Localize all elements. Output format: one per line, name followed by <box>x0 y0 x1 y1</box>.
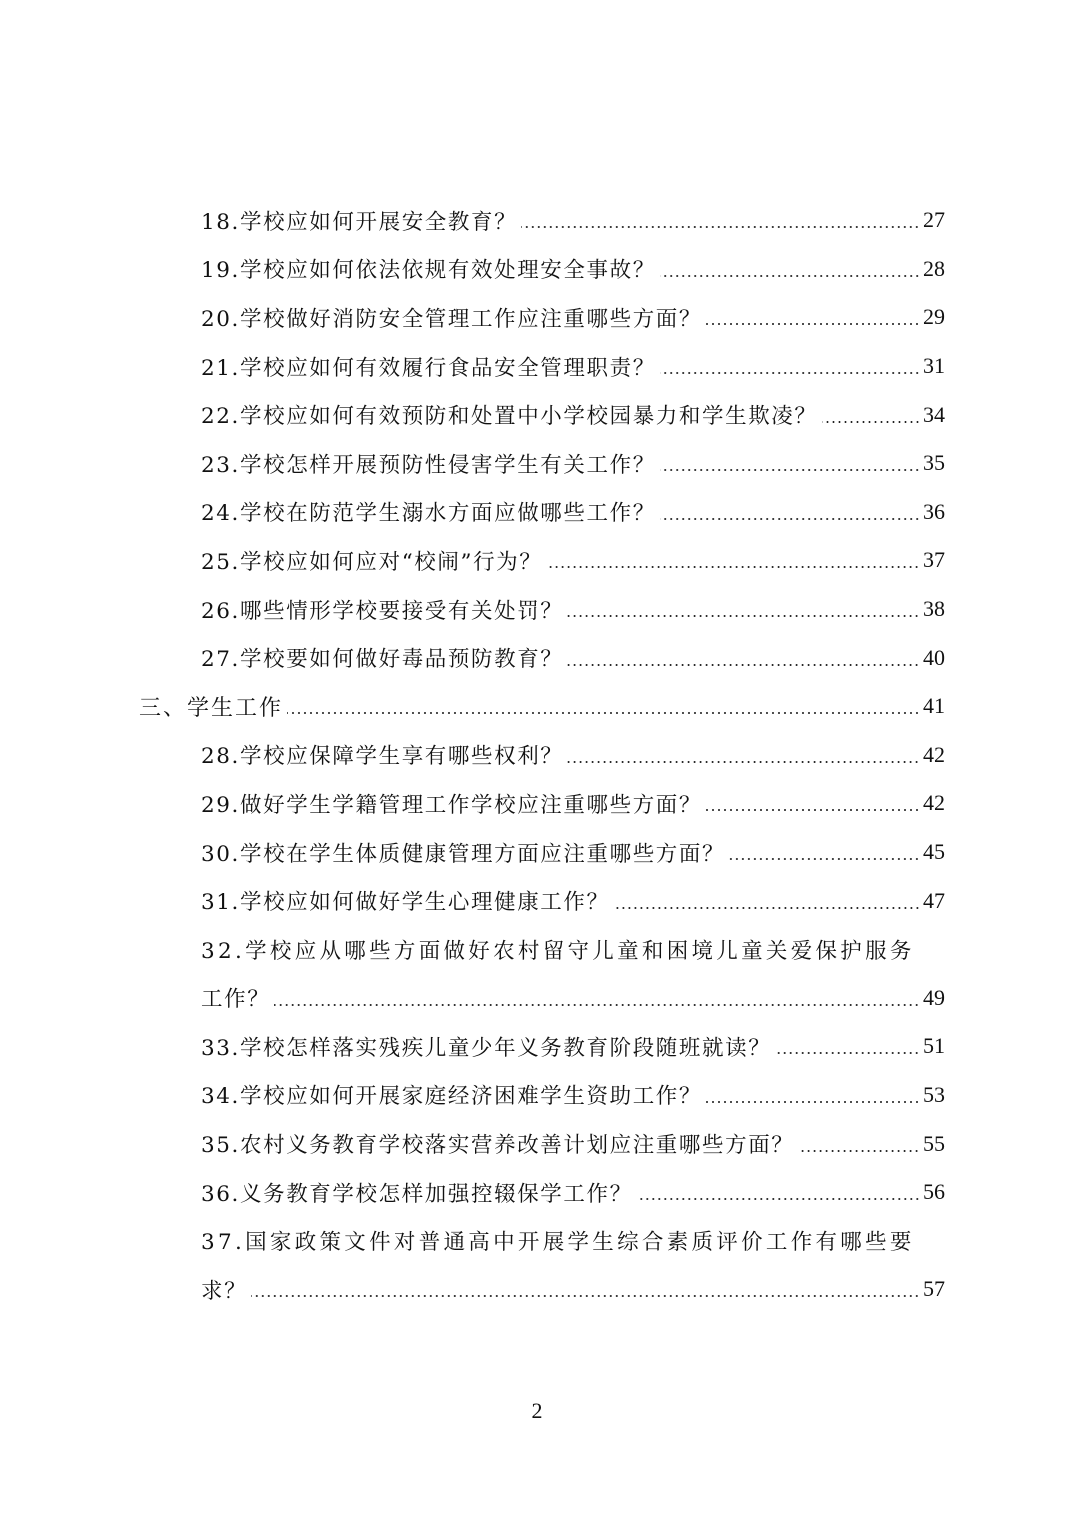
toc-leader-dots <box>706 1101 920 1103</box>
toc-leader-dots <box>521 226 920 228</box>
toc-entry-page: 29 <box>923 304 945 330</box>
toc-leader-dots <box>706 323 920 325</box>
toc-entry-page: 45 <box>923 839 945 865</box>
toc-leader-dots <box>614 907 920 909</box>
toc-section-page: 41 <box>923 693 945 719</box>
toc-entry-title-continued: 求？ <box>201 1278 248 1304</box>
toc-entry-title: 20.学校做好消防安全管理工作应注重哪些方面？ <box>201 306 702 332</box>
toc-section-title: 三、学生工作 <box>139 695 284 721</box>
toc-entry-34[interactable] <box>0 1071 945 1120</box>
toc-entry-page: 28 <box>923 255 945 281</box>
toc-entry-33[interactable] <box>0 1022 945 1071</box>
toc-leader-dots <box>567 615 920 617</box>
toc-leader-dots <box>287 712 920 714</box>
toc-entry-title: 26.哪些情形学校要接受有关处罚？ <box>201 598 564 624</box>
toc-leader-dots <box>706 809 920 811</box>
toc-leader-dots <box>660 518 920 520</box>
toc-entry-31[interactable] <box>0 876 945 925</box>
toc-entry-23[interactable] <box>0 439 945 488</box>
toc-entry-title: 21.学校应如何有效履行食品安全管理职责？ <box>201 355 656 381</box>
toc-leader-dots <box>567 664 920 666</box>
toc-entry-page: 42 <box>923 741 945 767</box>
toc-entry-title: 24.学校在防范学生溺水方面应做哪些工作？ <box>201 501 656 527</box>
toc-leader-dots <box>775 1052 920 1054</box>
toc-entry-37-line1[interactable] <box>0 1216 945 1265</box>
toc-entry-page: 36 <box>923 498 945 524</box>
toc-entry-page: 57 <box>923 1276 945 1302</box>
toc-entry-19[interactable] <box>0 245 945 294</box>
toc-entry-title: 23.学校怎样开展预防性侵害学生有关工作？ <box>201 452 656 478</box>
toc-entry-title: 34.学校应如何开展家庭经济困难学生资助工作？ <box>201 1084 702 1110</box>
toc-leader-dots <box>274 1004 920 1006</box>
toc-entry-title: 35.农村义务教育学校落实营养改善计划应注重哪些方面？ <box>201 1133 795 1159</box>
toc-entry-title: 36.义务教育学校怎样加强控辍保学工作？ <box>201 1181 633 1207</box>
toc-entry-21[interactable] <box>0 342 945 391</box>
toc-entry-page: 56 <box>923 1179 945 1205</box>
toc-leader-dots <box>822 421 921 423</box>
toc-entry-title: 30.学校在学生体质健康管理方面应注重哪些方面？ <box>201 841 726 867</box>
table-of-contents <box>0 196 1074 1314</box>
toc-entry-26[interactable] <box>0 585 945 634</box>
toc-entry-page: 55 <box>923 1130 945 1156</box>
toc-leader-dots <box>729 858 920 860</box>
toc-entry-32-line2[interactable] <box>0 974 945 1023</box>
toc-entry-page: 40 <box>923 644 945 670</box>
toc-entry-22[interactable] <box>0 390 945 439</box>
toc-entry-title: 25.学校应如何应对“校闹”行为？ <box>201 549 543 575</box>
toc-entry-title: 19.学校应如何依法依规有效处理安全事故？ <box>201 258 656 284</box>
toc-entry-page: 53 <box>923 1081 945 1107</box>
toc-entry-18[interactable] <box>0 196 945 245</box>
toc-entry-page: 47 <box>923 887 945 913</box>
toc-leader-dots <box>660 275 920 277</box>
toc-entry-29[interactable] <box>0 779 945 828</box>
toc-entry-title: 29.做好学生学籍管理工作学校应注重哪些方面？ <box>201 792 702 818</box>
toc-entry-title: 27.学校要如何做好毒品预防教育？ <box>201 647 564 673</box>
toc-entry-title-continued: 工作？ <box>201 987 271 1013</box>
toc-entry-title: 28.学校应保障学生享有哪些权利？ <box>201 744 564 770</box>
toc-leader-dots <box>660 372 920 374</box>
toc-leader-dots <box>567 761 920 763</box>
toc-entry-title: 33.学校怎样落实残疾儿童少年义务教育阶段随班就读？ <box>201 1035 772 1061</box>
toc-entry-24[interactable] <box>0 488 945 537</box>
toc-entry-title: 31.学校应如何做好学生心理健康工作？ <box>201 890 610 916</box>
toc-entry-page: 31 <box>923 353 945 379</box>
toc-entry-32-line1[interactable] <box>0 925 945 974</box>
toc-entry-page: 34 <box>923 401 945 427</box>
toc-entry-page: 35 <box>923 450 945 476</box>
toc-entry-title: 18.学校应如何开展安全教育？ <box>201 209 518 235</box>
toc-section-heading[interactable] <box>0 682 945 731</box>
toc-entry-36[interactable] <box>0 1168 945 1217</box>
toc-entry-35[interactable] <box>0 1119 945 1168</box>
toc-leader-dots <box>660 469 920 471</box>
toc-entry-page: 51 <box>923 1033 945 1059</box>
toc-entry-25[interactable] <box>0 536 945 585</box>
toc-entry-page: 37 <box>923 547 945 573</box>
toc-entry-page: 27 <box>923 207 945 233</box>
toc-leader-dots <box>798 1150 920 1152</box>
toc-leader-dots <box>637 1198 920 1200</box>
toc-entry-page: 42 <box>923 790 945 816</box>
toc-entry-27[interactable] <box>0 633 945 682</box>
toc-leader-dots <box>546 566 920 568</box>
toc-entry-20[interactable] <box>0 293 945 342</box>
toc-entry-28[interactable] <box>0 731 945 780</box>
toc-entry-title: 32.学校应从哪些方面做好农村留守儿童和困境儿童关爱保护服务 <box>201 938 915 964</box>
page-number: 2 <box>531 1398 543 1423</box>
toc-leader-dots <box>251 1295 920 1297</box>
toc-entry-37-line2[interactable] <box>0 1265 945 1314</box>
toc-entry-page: 38 <box>923 596 945 622</box>
toc-entry-title: 22.学校应如何有效预防和处置中小学校园暴力和学生欺凌？ <box>201 404 818 430</box>
toc-entry-title: 37.国家政策文件对普通高中开展学生综合素质评价工作有哪些要 <box>201 1230 915 1256</box>
toc-entry-page: 49 <box>923 984 945 1010</box>
toc-entry-30[interactable] <box>0 828 945 877</box>
